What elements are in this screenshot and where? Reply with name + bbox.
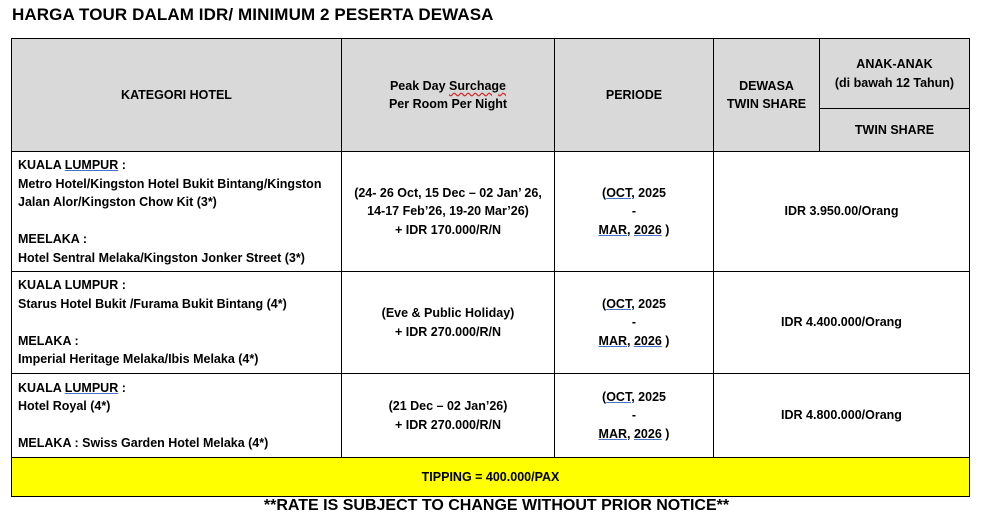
city-label-underlined: LUMPUR xyxy=(64,380,119,395)
surcharge-dates: (Eve & Public Holiday) xyxy=(381,306,515,320)
city-label-suffix: : xyxy=(118,158,126,172)
period-end-month: MAR, xyxy=(598,333,631,348)
header-dewasa xyxy=(714,39,820,152)
period-cell xyxy=(555,272,714,374)
table-row xyxy=(12,152,970,272)
period-start-month: OCT, xyxy=(606,296,635,311)
surcharge-cell xyxy=(342,374,555,458)
tipping-row xyxy=(12,458,970,497)
spacer xyxy=(18,416,335,435)
header-anak-line2: (di bawah 12 Tahun) xyxy=(834,75,955,90)
hotel-name: Hotel Sentral Melaka/Kingston Jonker Street (3*) xyxy=(18,250,305,265)
hotel-name: Hotel Royal (4*) xyxy=(18,399,111,413)
header-surcharge xyxy=(342,39,555,152)
city-label-suffix: : xyxy=(118,380,126,395)
rate-notice: **RATE IS SUBJECT TO CHANGE WITHOUT PRIOR NOTICE** xyxy=(263,497,730,514)
header-surcharge-word: Surchage xyxy=(449,78,507,93)
header-surcharge-prefix: Peak Day xyxy=(389,78,450,93)
header-anak xyxy=(820,39,970,109)
header-dewasa-line2: TWIN SHARE xyxy=(726,97,807,111)
city-label: MEELAKA : xyxy=(18,232,87,246)
period-bracket: ( xyxy=(602,296,607,311)
period-start-month: OCT, xyxy=(606,389,635,404)
period-separator: - xyxy=(631,204,637,219)
period-bracket: ) xyxy=(661,333,670,348)
period-end-year: 2026 xyxy=(633,333,662,348)
period-cell xyxy=(555,152,714,272)
surcharge-dates: (21 Dec – 02 Jan’26) xyxy=(388,399,508,413)
period-start-year: 2025 xyxy=(634,389,666,404)
period-bracket: ( xyxy=(602,185,607,200)
period-end-year: 2026 xyxy=(633,426,662,441)
hotel-cell xyxy=(12,272,342,374)
price-cell: IDR 4.800.000/Orang xyxy=(714,374,970,458)
header-dewasa-line1: DEWASA xyxy=(739,78,794,93)
period-separator: - xyxy=(631,408,637,423)
hotel-name: Imperial Heritage Melaka/Ibis Melaka (4*) xyxy=(18,352,259,367)
period-end-year: 2026 xyxy=(633,222,662,237)
hotel-cell xyxy=(12,374,342,458)
price-table xyxy=(11,38,970,497)
period-cell xyxy=(555,374,714,458)
header-anak-line1: ANAK-ANAK xyxy=(856,57,933,71)
period-end-month: MAR, xyxy=(598,426,631,441)
city-label: KUALA xyxy=(18,380,65,395)
table-row xyxy=(12,374,970,458)
surcharge-dates: (24- 26 Oct, 15 Dec – 02 Jan’ 26, xyxy=(354,185,542,200)
price-cell: IDR 3.950.00/Orang xyxy=(714,152,970,272)
city-hotel-line: MELAKA : Swiss Garden Hotel Melaka (4*) xyxy=(18,436,269,450)
hotel-name: Metro Hotel/Kingston Hotel Bukit Bintang/Kingston xyxy=(18,176,322,191)
surcharge-amount: + IDR 170.000/R/N xyxy=(395,222,501,237)
header-row xyxy=(12,39,970,109)
period-bracket: ) xyxy=(661,426,670,441)
tipping-cell: TIPPING = 400.000/PAX xyxy=(12,458,970,497)
period-end-month: MAR, xyxy=(598,222,631,237)
page-title: HARGA TOUR DALAM IDR/ MINIMUM 2 PESERTA DEWASA xyxy=(12,5,494,24)
header-periode: PERIODE xyxy=(555,39,714,152)
hotel-cell xyxy=(12,152,342,272)
city-label: MELAKA : xyxy=(18,333,79,348)
surcharge-cell xyxy=(342,152,555,272)
surcharge-dates: 14-17 Feb’26, 19-20 Mar’26) xyxy=(367,204,529,219)
table-row xyxy=(12,272,970,374)
city-label: KUALA xyxy=(18,158,65,172)
spacer xyxy=(18,313,335,332)
period-separator: - xyxy=(631,315,637,330)
period-start-month: OCT, xyxy=(606,185,635,200)
period-bracket: ) xyxy=(661,222,670,237)
header-surcharge-line2: Per Room Per Night xyxy=(388,97,508,111)
period-bracket: ( xyxy=(602,389,607,404)
hotel-name: Starus Hotel Bukit /Furama Bukit Bintang (4*) xyxy=(18,296,287,311)
spacer xyxy=(18,212,335,231)
surcharge-cell xyxy=(342,272,555,374)
surcharge-amount: + IDR 270.000/R/N xyxy=(395,324,501,339)
city-label-underlined: LUMPUR xyxy=(64,158,119,172)
header-kategori-hotel: KATEGORI HOTEL xyxy=(12,39,342,152)
hotel-name: Jalan Alor/Kingston Chow Kit (3*) xyxy=(18,195,217,209)
city-label: KUALA LUMPUR : xyxy=(18,278,126,293)
period-start-year: 2025 xyxy=(634,185,666,200)
price-cell: IDR 4.400.000/Orang xyxy=(714,272,970,374)
surcharge-amount: + IDR 270.000/R/N xyxy=(395,417,501,432)
period-start-year: 2025 xyxy=(634,296,666,311)
header-anak-twin-share: TWIN SHARE xyxy=(820,109,970,152)
